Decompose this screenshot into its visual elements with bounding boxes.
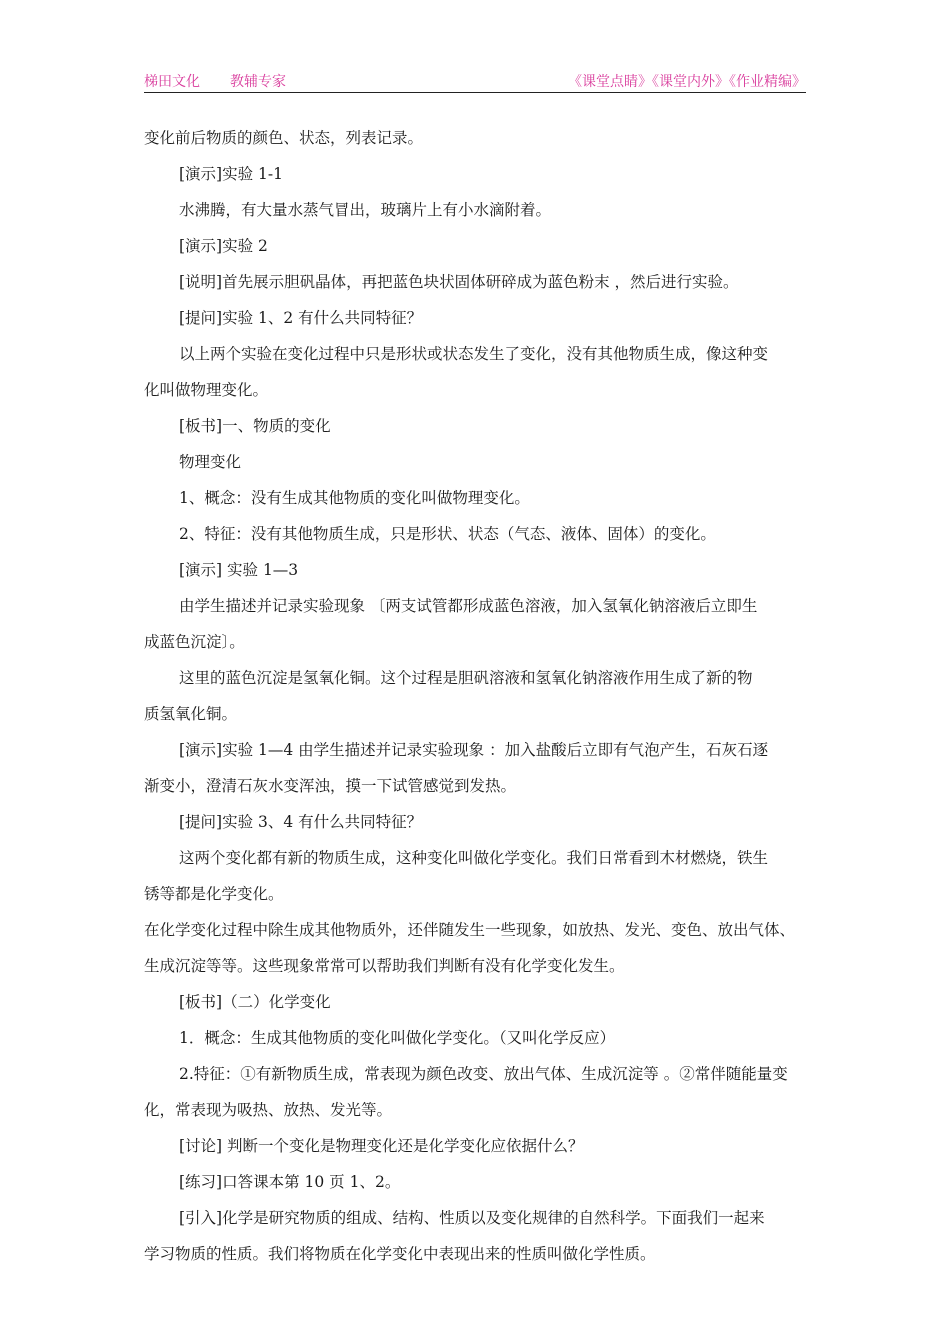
text-line: [演示] 实验 1—3 bbox=[179, 561, 299, 579]
text-line: 2.特征：①有新物质生成，常表现为颜色改变、放出气体、生成沉淀等 。②常伴随能量变 bbox=[179, 1065, 788, 1083]
header-series: 《课堂点睛》《课堂内外》《作业精编》 bbox=[568, 74, 806, 90]
text-line: 1．概念：生成其他物质的变化叫做化学变化。（又叫化学反应） bbox=[179, 1029, 616, 1047]
text-line: 这两个变化都有新的物质生成，这种变化叫做化学变化。我们日常看到木材燃烧，铁生 bbox=[179, 849, 769, 867]
text-line: 2、特征：没有其他物质生成，只是形状、状态（气态、液体、固体）的变化。 bbox=[179, 525, 716, 543]
text-line: 成蓝色沉淀〕。 bbox=[144, 633, 245, 651]
text-line: 化，常表现为吸热、放热、发光等。 bbox=[144, 1101, 393, 1119]
text-line: [提问]实验 1、2 有什么共同特征？ bbox=[179, 309, 423, 327]
header-left bbox=[144, 71, 286, 91]
text-line: [说明]首先展示胆矾晶体，再把蓝色块状固体研碎成为蓝色粉末 ，然后进行实验。 bbox=[179, 273, 739, 291]
text-line: 渐变小，澄清石灰水变浑浊，摸一下试管感觉到发热。 bbox=[144, 777, 517, 795]
text-line: 学习物质的性质。我们将物质在化学变化中表现出来的性质叫做化学性质。 bbox=[144, 1245, 656, 1263]
text-line: 水沸腾，有大量水蒸气冒出，玻璃片上有小水滴附着。 bbox=[179, 201, 552, 219]
text-line: 1、概念：没有生成其他物质的变化叫做物理变化。 bbox=[179, 489, 530, 507]
text-line: 变化前后物质的颜色、状态，列表记录。 bbox=[144, 129, 424, 147]
text-line: 以上两个实验在变化过程中只是形状或状态发生了变化，没有其他物质生成，像这种变 bbox=[179, 345, 769, 363]
text-line: [演示]实验 1—4 由学生描述并记录实验现象 ：加入盐酸后立即有气泡产生，石灰石逐 bbox=[179, 741, 769, 759]
text-line: [讨论] 判断一个变化是物理变化还是化学变化应依据什么？ bbox=[179, 1137, 584, 1155]
text-line: 质氢氧化铜。 bbox=[144, 705, 238, 723]
text-line: 这里的蓝色沉淀是氢氧化铜。这个过程是胆矾溶液和氢氧化钠溶液作用生成了新的物 bbox=[179, 669, 753, 687]
text-line: 在化学变化过程中除生成其他物质外，还伴随发生一些现象，如放热、发光、变色、放出气体、 bbox=[144, 921, 796, 939]
text-line: [练习]口答课本第 10 页 1、2。 bbox=[179, 1173, 401, 1191]
text-line: 化叫做物理变化。 bbox=[144, 381, 269, 399]
page-header bbox=[144, 66, 806, 93]
text-line: [演示]实验 2 bbox=[179, 237, 268, 255]
text-line: [提问]实验 3、4 有什么共同特征？ bbox=[179, 813, 423, 831]
text-line: 锈等都是化学变化。 bbox=[144, 885, 284, 903]
text-line: [引入]化学是研究物质的组成、结构、性质以及变化规律的自然科学。下面我们一起来 bbox=[179, 1209, 765, 1227]
text-line: 物理变化 bbox=[179, 453, 242, 471]
text-line: [板书]（二）化学变化 bbox=[179, 993, 331, 1011]
header-slogan: 教辅专家 bbox=[230, 74, 286, 90]
header-brand: 梯田文化 bbox=[144, 74, 200, 90]
text-line: 由学生描述并记录实验现象 〔两支试管都形成蓝色溶液，加入氢氧化钠溶液后立即生 bbox=[179, 597, 758, 615]
text-line: [演示]实验 1-1 bbox=[179, 165, 283, 183]
text-line: 生成沉淀等等。这些现象常常可以帮助我们判断有没有化学变化发生。 bbox=[144, 957, 625, 975]
document-body bbox=[144, 120, 810, 1272]
text-line: [板书]一、物质的变化 bbox=[179, 417, 331, 435]
